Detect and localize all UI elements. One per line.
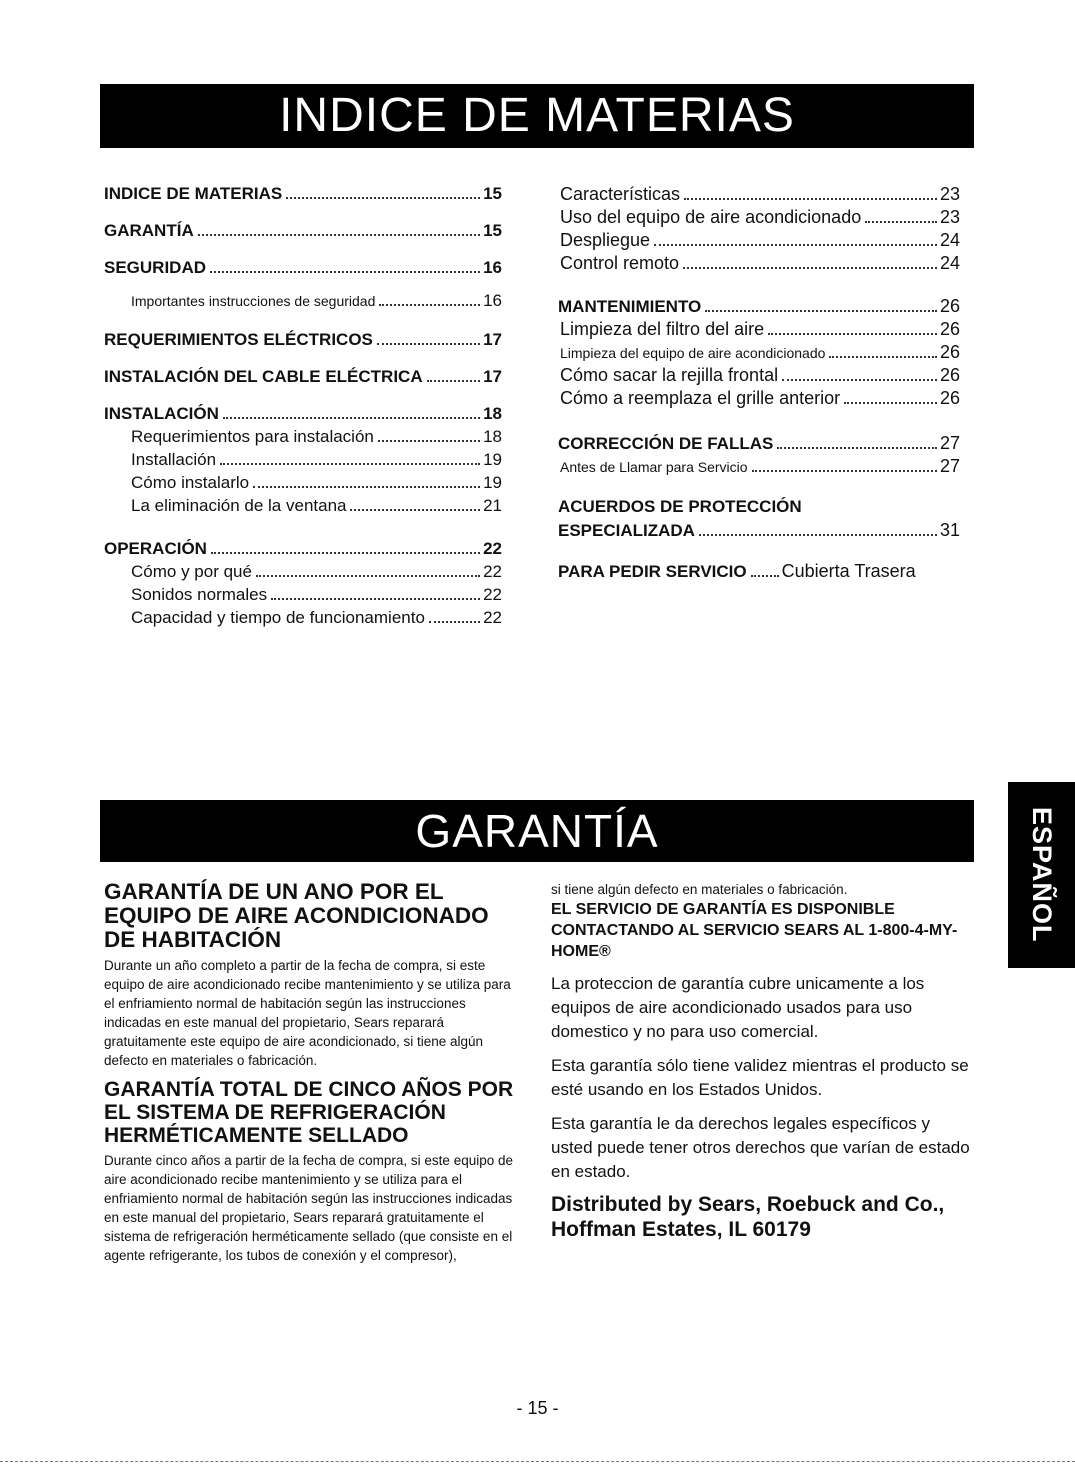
toc-entry[interactable]: Cómo a reemplaza el grille anterior 26 (560, 388, 960, 408)
toc-entry[interactable]: Despliegue 24 (560, 230, 960, 250)
one-year-warranty-heading: GARANTÍA DE UN ANO POR EL EQUIPO DE AIRE ACONDICIONADO DE HABITACIÓN (104, 879, 489, 952)
toc-entry[interactable]: Cómo instalarlo 19 (131, 473, 502, 492)
toc-entry[interactable]: ESPECIALIZADA 31 (558, 520, 960, 540)
toc-entry[interactable]: GARANTÍA 15 (104, 221, 502, 240)
toc-entry[interactable]: Control remoto 24 (560, 253, 960, 273)
toc-banner: INDICE DE MATERIAS (100, 84, 974, 148)
warranty-continued-text: si tiene algún defecto en materiales o fabricación. (551, 882, 848, 897)
five-year-warranty-text: Durante cinco años a partir de la fecha de compra, si este equipo de aire acondicionado recibe mantenimiento y se utiliza para el enfriamiento normal de habitación según las instrucciones indicadas en este manual del propietario, Sears reparará gratuitamente el sistema de refrigeración herméticamente sellado (que consiste en el agente refrigerante, los tubos de conexión y el compresor), (104, 1153, 513, 1263)
distributor-note: Distributed by Sears, Roebuck and Co., Hoffman Estates, IL 60179 (551, 1193, 945, 1241)
warranty-service-heading: EL SERVICIO DE GARANTÍA ES DISPONIBLE CONTACTANDO AL SERVICIO SEARS AL 1-800-4-MY-HOME® (551, 901, 958, 960)
five-year-warranty-heading: GARANTÍA TOTAL DE CINCO AÑOS POR EL SISTEMA DE REFRIGERACIÓN HERMÉTICAMENTE SELLADO (104, 1078, 514, 1147)
toc-entry[interactable]: MANTENIMIENTO 26 (558, 296, 960, 316)
toc-entry[interactable]: Uso del equipo de aire acondicionado 23 (560, 207, 960, 227)
toc-entry[interactable]: CORRECCIÓN DE FALLAS 27 (558, 433, 960, 453)
toc-entry[interactable]: Importantes instrucciones de seguridad 16 (131, 291, 502, 310)
toc-entry[interactable]: Installación 19 (131, 450, 502, 469)
toc-entry[interactable]: REQUERIMIENTOS ELÉCTRICOS 17 (104, 330, 502, 349)
toc-entry[interactable]: Capacidad y tiempo de funcionamiento 22 (131, 608, 502, 627)
one-year-warranty-text: Durante un año completo a partir de la fecha de compra, si este equipo de aire acondicionado recibe mantenimiento y se utiliza para el enfriamiento normal de habitación según las instrucciones indicadas en este manual del propietario, Sears reparará gratuitamente este equipo de aire acondicionado, si tiene algún defecto en materiales o fabricación. (104, 958, 511, 1068)
bottom-divider (0, 1461, 1075, 1462)
toc-entry[interactable]: ACUERDOS DE PROTECCIÓN (558, 497, 802, 516)
toc-entry[interactable]: Características 23 (560, 184, 960, 204)
toc-entry[interactable]: INSTALACIÓN 18 (104, 404, 502, 423)
language-tab: ESPAÑOL (1008, 782, 1075, 968)
toc-entry[interactable]: Sonidos normales 22 (131, 585, 502, 604)
warranty-rights-text: Esta garantía le da derechos legales específicos y usted puede tener otros derechos que varían de estado en estado. (551, 1114, 970, 1181)
warranty-coverage-text: La proteccion de garantía cubre unicamente a los equipos de aire acondicionado usados para uso domestico y no para uso comercial. (551, 974, 925, 1041)
warranty-right-column (551, 880, 971, 1242)
warranty-banner: GARANTÍA (100, 800, 974, 862)
toc-entry[interactable]: SEGURIDAD 16 (104, 258, 502, 277)
warranty-validity-text: Esta garantía sólo tiene validez mientras el producto se esté usando en los Estados Unidos. (551, 1056, 969, 1099)
toc-entry[interactable]: Limpieza del filtro del aire 26 (560, 319, 960, 339)
toc-entry[interactable]: INDICE DE MATERIAS 15 (104, 184, 502, 203)
toc-right-column (560, 184, 960, 584)
toc-left-column (104, 184, 502, 631)
toc-entry[interactable]: PARA PEDIR SERVICIO Cubierta Trasera (558, 561, 916, 581)
toc-entry[interactable]: OPERACIÓN 22 (104, 539, 502, 558)
toc-entry[interactable]: Cómo y por qué 22 (131, 562, 502, 581)
page-number: - 15 - (516, 1398, 559, 1418)
toc-entry[interactable]: Requerimientos para instalación 18 (131, 427, 502, 446)
toc-entry[interactable]: INSTALACIÓN DEL CABLE ELÉCTRICA 17 (104, 367, 502, 386)
warranty-left-column (104, 880, 524, 1265)
toc-entry[interactable]: Limpieza del equipo de aire acondicionado 26 (560, 342, 960, 362)
toc-entry[interactable]: Antes de Llamar para Servicio 27 (560, 456, 960, 476)
toc-entry[interactable]: Cómo sacar la rejilla frontal 26 (560, 365, 960, 385)
toc-entry[interactable]: La eliminación de la ventana 21 (131, 496, 502, 515)
